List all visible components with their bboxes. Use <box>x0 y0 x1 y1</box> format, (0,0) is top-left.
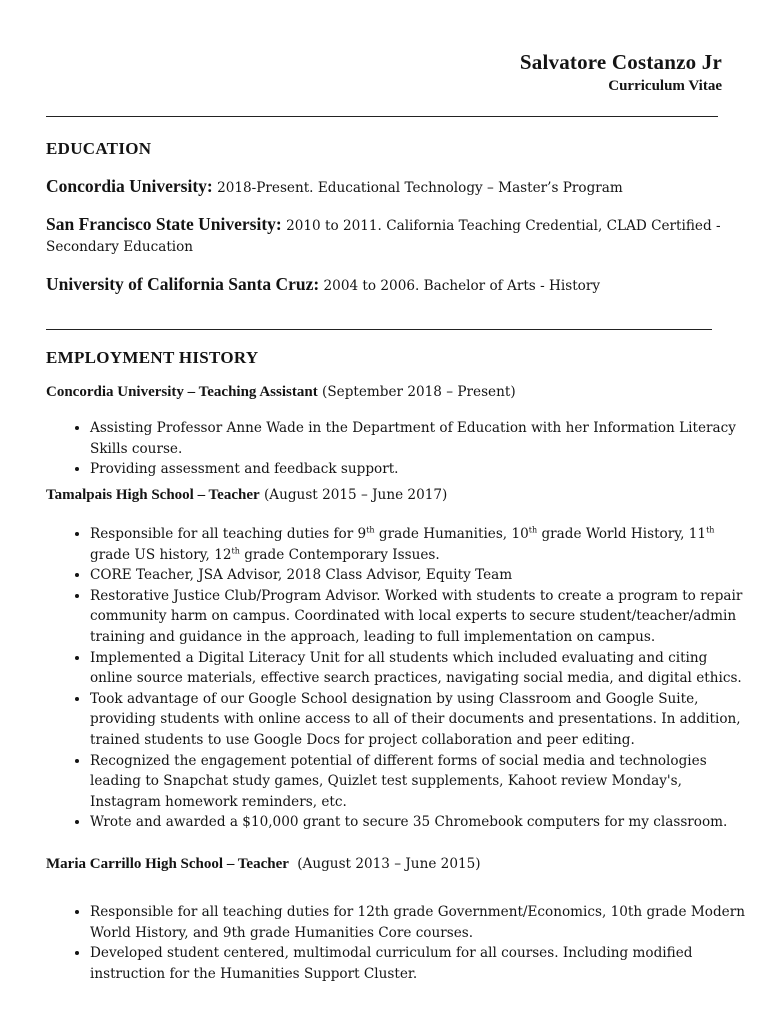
list-item: • Responsible for all teaching duties for 12th grade Government/Economics, 10th grade Modern World History, and 9th grade Humanities Core courses. <box>90 902 750 943</box>
job-duties-list <box>68 902 750 984</box>
section-divider <box>46 329 712 330</box>
author-name: Salvatore Costanzo Jr <box>519 50 722 74</box>
education-detail: 2004 to 2006. Bachelor of Arts - History <box>323 278 601 294</box>
job-duties-list <box>68 524 750 833</box>
job-dates: (September 2018 – Present) <box>322 384 516 400</box>
list-item: • Recognized the engagement potential of different forms of social media and technologies leading to Snapchat study games, Quizlet test supplements, Kahoot review Monday's, Instagram homework reminders, etc. <box>90 751 750 813</box>
list-item: • Responsible for all teaching duties for 9th grade Humanities, 10th grade World History, 11th grade US history, 12th grade Contemporary Issues. <box>90 524 750 565</box>
list-item: • CORE Teacher, JSA Advisor, 2018 Class Advisor, Equity Team <box>90 565 750 586</box>
education-school: University of California Santa Cruz: <box>46 274 320 294</box>
education-school: Concordia University: <box>46 176 213 196</box>
job-header <box>46 856 736 873</box>
list-item: • Wrote and awarded a $10,000 grant to secure 35 Chromebook computers for my classroom. <box>90 812 750 833</box>
employment-heading: EMPLOYMENT HISTORY <box>46 348 259 367</box>
list-item: • Restorative Justice Club/Program Advisor. Worked with students to create a program to repair community harm on campus. Coordinated with local experts to secure student/teacher/admin training and guidance in the approach, leading to full implementation on campus. <box>90 586 750 648</box>
education-entry <box>46 176 736 199</box>
list-item: • Implemented a Digital Literacy Unit for all students which included evaluating and citing online source materials, effective search practices, navigating social media, and digital ethics. <box>90 648 750 689</box>
education-heading: EDUCATION <box>46 139 152 158</box>
list-item: • Developed student centered, multimodal curriculum for all courses. Including modified instruction for the Humanities Support Cluster. <box>90 943 750 984</box>
job-title: Tamalpais High School – Teacher <box>46 487 260 503</box>
job-dates: (August 2013 – June 2015) <box>297 856 481 872</box>
list-item: • Providing assessment and feedback support. <box>90 459 750 480</box>
job-title: Concordia University – Teaching Assistant <box>46 384 318 400</box>
education-entry <box>46 214 736 258</box>
document-subtitle: Curriculum Vitae <box>608 78 722 94</box>
job-header <box>46 384 736 401</box>
education-entry <box>46 274 736 297</box>
job-header <box>46 487 736 504</box>
job-dates: (August 2015 – June 2017) <box>263 487 448 503</box>
education-school: San Francisco State University: <box>46 214 282 234</box>
list-item: • Assisting Professor Anne Wade in the Department of Education with her Information Literacy Skills course. <box>90 418 750 459</box>
list-item: • Took advantage of our Google School designation by using Classroom and Google Suite, providing students with online access to all of their documents and presentations. In addition, trained students to use Google Docs for project collaboration and peer editing. <box>90 689 750 751</box>
education-detail: 2018-Present. Educational Technology – Master’s Program <box>217 180 623 196</box>
header-divider <box>46 116 718 117</box>
education-detail: 2010 to 2011. California Teaching Credential, CLAD Certified - Secondary Education <box>46 218 721 255</box>
job-duties-list <box>68 418 750 480</box>
job-title: Maria Carrillo High School – Teacher <box>46 856 289 872</box>
